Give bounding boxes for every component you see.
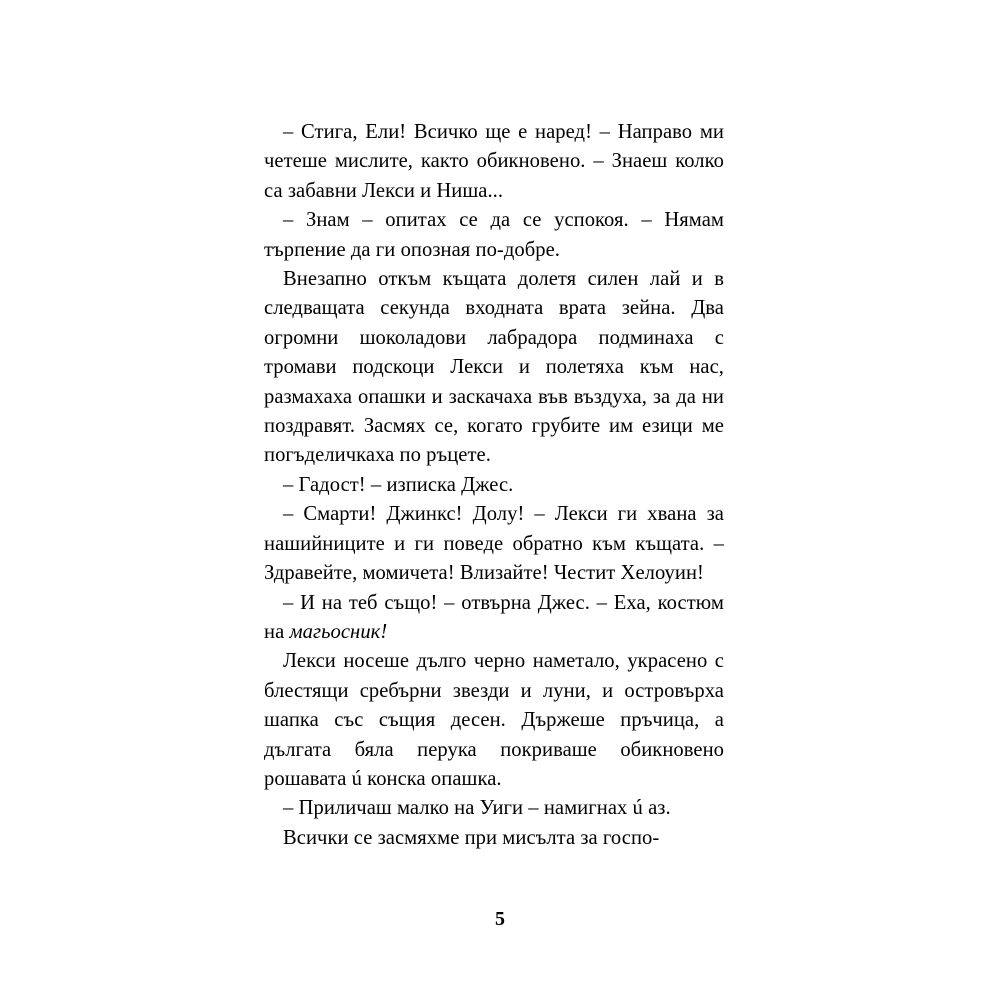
paragraph-9: Всички се засмяхме при мисълта за госпо- (283, 826, 660, 849)
paragraph-4: – Гадост! – изписка Джес. (283, 473, 514, 496)
page-text-block (264, 118, 724, 853)
paragraph-7: Лекси носеше дълго черно наметало, украсено с блестящи сребърни звезди и луни, и островърха шапка със същия десен. Държеше пръчица, а дългата бяла перука покриваше обикновено рошавата ú конска опашка. (264, 650, 724, 790)
paragraph-6 (264, 589, 724, 648)
paragraph-8: – Приличаш малко на Уиги – намигнах ú аз. (283, 797, 671, 820)
paragraph-3: Внезапно откъм къщата долетя силен лай и в следващата секунда входната врата зейна. Два огромни шоколадови лабрадора подминаха с тромави подскоци Лекси и полетяха към нас, размахаха опашки и заскачаха във въздуха, за да ни поздравят. Засмях се, когато грубите им езици ме погъделичкаха по ръцете. (264, 268, 724, 467)
paragraph-5: – Смарти! Джинкс! Долу! – Лекси ги хвана за нашийниците и ги поведе обратно към къщата. – Здравейте, момичета! Влизайте! Честит Хелоуин! (264, 503, 724, 585)
paragraph-2: – Знам – опитах се да се успокоя. – Нямам търпение да ги опозная по-добре. (264, 209, 724, 261)
paragraph-6-emphasis: магьосник! (289, 620, 388, 643)
paragraph-6-prefix: – И на теб също! – отвърна Джес. – Еха, костюм на (264, 591, 724, 643)
page-number: 5 (495, 908, 505, 930)
paragraph-1: – Стига, Ели! Всичко ще е наред! – Направо ми четеше мислите, както обикновено. – Знаеш колко са забавни Лекси и Ниша... (264, 121, 724, 202)
